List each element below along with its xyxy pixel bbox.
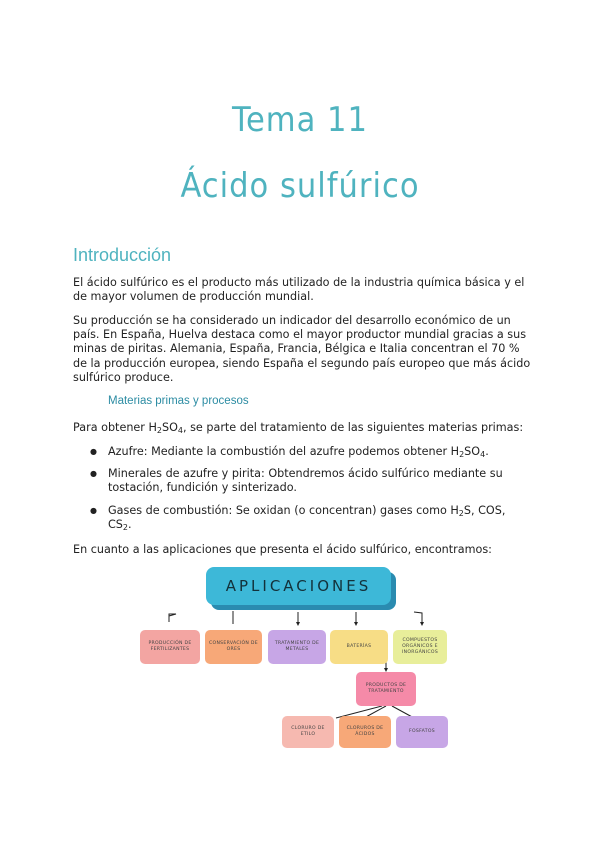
section-heading: Introducción xyxy=(73,245,172,265)
subsection-heading: Materias primas y procesos xyxy=(108,395,249,407)
paragraph-2: Su producción se ha considerado un indicador del desarrollo económico de un país. En España, Huelva destaca como el mayor productor mundial gracias a sus minas de piritas. Alemania, España, Francia, Bélgica e Italia concentran el 70 % de la producción europea, siendo España el segundo país europeo que más ácido sulfúrico produce. xyxy=(73,314,531,384)
list-item: ● Minerales de azufre y pirita: Obtendremos ácido sulfúrico mediante su tostación, fundición y sinterizado. xyxy=(90,467,530,495)
paragraph-1: El ácido sulfúrico es el producto más utilizado de la industria química básica y el de mayor volumen de producción mundial. xyxy=(73,276,525,304)
node-batteries: BATERÍAS xyxy=(330,630,388,664)
document-title: Tema 11 xyxy=(232,100,368,140)
paragraph-raw-materials: Para obtener $H_2SO_4$, se parte del tratamiento de las siguientes materias primas: xyxy=(73,421,524,435)
node-metal-treatment: TRATAMIENTO DE METALES xyxy=(268,630,326,664)
node-ethyl-chloride: CLORURO DE ETILO xyxy=(282,716,334,748)
node-fertilizers: PRODUCCIÓN DE FERTILIZANTES xyxy=(140,630,200,664)
applications-main-node: APLICACIONES xyxy=(206,567,391,605)
paragraph-applications: En cuanto a las aplicaciones que presenta el ácido sulfúrico, encontramos: xyxy=(73,543,492,556)
node-ore-conservation: CONSERVACIÓN DE ORES xyxy=(205,630,262,664)
node-treatment-products: PRODUCTOS DE TRATAMIENTO xyxy=(356,672,416,706)
node-phosphates: FOSFATOS xyxy=(396,716,448,748)
node-compounds: COMPUESTOS ORGÁNICOS E INORGÁNICOS xyxy=(393,630,447,664)
list-item: ● Azufre: Mediante la combustión del azufre podemos obtener $H_2SO_4$. xyxy=(90,445,530,459)
node-acid-chlorides: CLORUROS DE ÁCIDOS xyxy=(339,716,391,748)
list-item: ● Gases de combustión: Se oxidan (o concentran) gases como $H_2S$, COS, $CS_2$. xyxy=(90,504,530,532)
document-subtitle: Ácido sulfúrico xyxy=(180,166,420,206)
